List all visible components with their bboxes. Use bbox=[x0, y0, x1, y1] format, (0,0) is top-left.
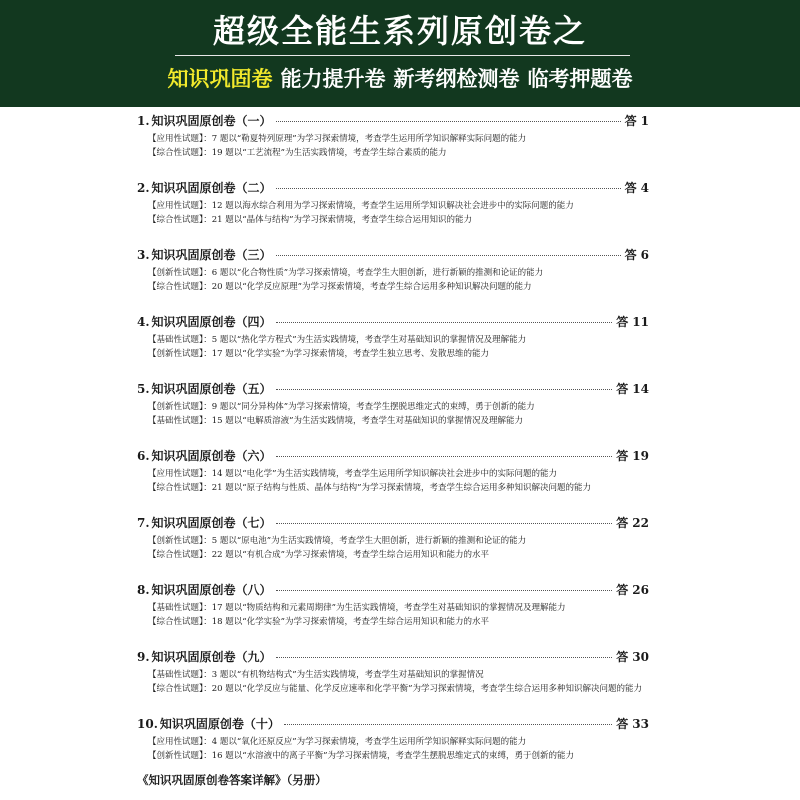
entry-title: 知识巩固原创卷（七） bbox=[151, 516, 272, 530]
toc-entry[interactable] bbox=[137, 447, 649, 495]
toc-entry-heading bbox=[137, 246, 649, 266]
entry-number: 10. bbox=[137, 717, 158, 731]
answer-booklet-note: 《知识巩固原创卷答案详解》（另册） bbox=[137, 773, 327, 787]
dot-leader bbox=[276, 522, 613, 524]
question-type-tag: 【创新性试题】： bbox=[148, 536, 212, 546]
question-note bbox=[148, 534, 649, 548]
page-number: 11 bbox=[632, 315, 649, 329]
question-description: 19 题以“工艺流程”为生活实践情境，考查学生综合素质的能力 bbox=[211, 148, 447, 158]
entry-title: 知识巩固原创卷（四） bbox=[151, 315, 272, 329]
toc-entry-heading bbox=[137, 380, 649, 400]
dot-leader bbox=[276, 656, 613, 658]
toc-entry-heading bbox=[137, 179, 649, 199]
question-description: 3 题以“有机物结构式”为生活实践情境，考查学生对基础知识的掌握情况 bbox=[211, 670, 484, 680]
toc-entry-heading bbox=[137, 715, 649, 735]
question-type-tag: 【基础性试题】： bbox=[148, 603, 212, 613]
entry-number: 5. bbox=[137, 382, 150, 396]
question-type-tag: 【创新性试题】： bbox=[148, 751, 212, 761]
question-description: 21 题以“晶体与结构”为学习探索情境，考查学生综合运用知识的能力 bbox=[211, 215, 472, 225]
question-description: 5 题以“原电池”为生活实践情境，考查学生大胆创新，进行新颖的推测和论证的能力 bbox=[211, 536, 527, 546]
toc-entry[interactable] bbox=[137, 112, 649, 160]
question-type-tag: 【创新性试题】： bbox=[148, 349, 212, 359]
entry-number: 3. bbox=[137, 248, 150, 262]
question-note bbox=[148, 467, 649, 481]
question-type-tag: 【综合性试题】： bbox=[148, 483, 212, 493]
answer-label: 答 bbox=[624, 181, 637, 195]
header-banner bbox=[0, 0, 800, 107]
volume-name: 新考纲检测卷 bbox=[393, 67, 520, 91]
dot-leader bbox=[276, 388, 613, 390]
toc-entry[interactable] bbox=[137, 514, 649, 562]
volume-name: 临考押题卷 bbox=[527, 67, 633, 91]
answer-label: 答 bbox=[616, 650, 629, 664]
entry-title: 知识巩固原创卷（六） bbox=[151, 449, 272, 463]
question-type-tag: 【应用性试题】： bbox=[148, 134, 212, 144]
answer-label: 答 bbox=[616, 583, 629, 597]
question-type-tag: 【基础性试题】： bbox=[148, 416, 212, 426]
question-description: 16 题以“水溶液中的离子平衡”为学习探索情境，考查学生摆脱思维定式的束缚，勇于创新的能力 bbox=[211, 751, 574, 761]
entry-number: 9. bbox=[137, 650, 150, 664]
toc-entry[interactable] bbox=[137, 648, 649, 696]
entry-title: 知识巩固原创卷（二） bbox=[151, 181, 272, 195]
question-description: 20 题以“化学反应原理”为学习探索情境，考查学生综合运用多种知识解决问题的能力 bbox=[211, 282, 532, 292]
page-number: 14 bbox=[632, 382, 649, 396]
toc-entry-heading bbox=[137, 313, 649, 333]
page-number: 22 bbox=[632, 516, 649, 530]
page-number: 33 bbox=[632, 717, 649, 731]
dot-leader bbox=[284, 723, 612, 725]
question-description: 20 题以“化学反应与能量、化学反应速率和化学平衡”为学习探索情境，考查学生综合运用多种知识解决问题的能力 bbox=[211, 684, 642, 694]
question-note bbox=[148, 682, 649, 696]
toc-entry[interactable] bbox=[137, 246, 649, 294]
question-description: 15 题以“电解质溶液”为生活实践情境，考查学生对基础知识的掌握情况及理解能力 bbox=[211, 416, 523, 426]
series-subtitle bbox=[0, 63, 800, 93]
question-note bbox=[148, 333, 649, 347]
answer-label: 答 bbox=[624, 248, 637, 262]
dot-leader bbox=[276, 120, 621, 122]
question-note bbox=[148, 132, 649, 146]
question-type-tag: 【应用性试题】： bbox=[148, 469, 212, 479]
question-note bbox=[148, 548, 649, 562]
toc-entry-heading bbox=[137, 514, 649, 534]
entry-title: 知识巩固原创卷（五） bbox=[151, 382, 272, 396]
question-description: 9 题以“同分异构体”为学习探索情境，考查学生摆脱思维定式的束缚，勇于创新的能力 bbox=[211, 402, 535, 412]
question-note bbox=[148, 400, 649, 414]
entry-title: 知识巩固原创卷（三） bbox=[151, 248, 272, 262]
toc-entry[interactable] bbox=[137, 581, 649, 629]
question-type-tag: 【基础性试题】： bbox=[148, 335, 212, 345]
question-type-tag: 【综合性试题】： bbox=[148, 148, 212, 158]
question-description: 21 题以“原子结构与性质、晶体与结构”为学习探索情境，考查学生综合运用多种知识解决问题的能力 bbox=[211, 483, 591, 493]
answer-label: 答 bbox=[616, 449, 629, 463]
question-type-tag: 【应用性试题】： bbox=[148, 737, 212, 747]
question-note bbox=[148, 735, 649, 749]
dot-leader bbox=[276, 187, 621, 189]
page-number: 4 bbox=[640, 181, 649, 195]
question-note bbox=[148, 213, 649, 227]
question-description: 12 题以海水综合利用为学习探索情境，考查学生运用所学知识解决社会进步中的实际问题的能力 bbox=[211, 201, 574, 211]
answer-label: 答 bbox=[616, 516, 629, 530]
entry-number: 2. bbox=[137, 181, 150, 195]
page-number: 1 bbox=[640, 114, 649, 128]
question-description: 7 题以“勒夏特列原理”为学习探索情境，考查学生运用所学知识解释实际问题的能力 bbox=[211, 134, 527, 144]
entry-title: 知识巩固原创卷（九） bbox=[151, 650, 272, 664]
question-description: 17 题以“化学实验”为学习探索情境，考查学生独立思考、发散思维的能力 bbox=[211, 349, 489, 359]
question-description: 17 题以“物质结构和元素周期律”为生活实践情境，考查学生对基础知识的掌握情况及理解能力 bbox=[211, 603, 566, 613]
question-note bbox=[148, 266, 649, 280]
dot-leader bbox=[276, 254, 621, 256]
question-type-tag: 【综合性试题】： bbox=[148, 215, 212, 225]
toc-entry-heading bbox=[137, 447, 649, 467]
answer-label: 答 bbox=[624, 114, 637, 128]
toc-entry-heading bbox=[137, 648, 649, 668]
question-description: 4 题以“氧化还原反应”为学习探索情境，考查学生运用所学知识解释实际问题的能力 bbox=[211, 737, 527, 747]
question-note bbox=[148, 199, 649, 213]
volume-name: 能力提升卷 bbox=[280, 67, 386, 91]
toc-entry[interactable] bbox=[137, 313, 649, 361]
question-type-tag: 【基础性试题】： bbox=[148, 670, 212, 680]
entry-title: 知识巩固原创卷（一） bbox=[151, 114, 272, 128]
entry-number: 4. bbox=[137, 315, 150, 329]
question-description: 14 题以“电化学”为生活实践情境，考查学生运用所学知识解决社会进步中的实际问题的能力 bbox=[211, 469, 557, 479]
entry-number: 1. bbox=[137, 114, 150, 128]
question-note bbox=[148, 615, 649, 629]
question-type-tag: 【综合性试题】： bbox=[148, 684, 212, 694]
answer-label: 答 bbox=[616, 315, 629, 329]
question-description: 6 题以“化合物性质”为学习探索情境，考查学生大胆创新，进行新颖的推测和论证的能力 bbox=[211, 268, 544, 278]
question-note bbox=[148, 414, 649, 428]
question-note bbox=[148, 749, 649, 763]
question-description: 18 题以“化学实验”为学习探索情境，考查学生综合运用知识和能力的水平 bbox=[211, 617, 489, 627]
toc-entry-heading bbox=[137, 112, 649, 132]
question-note bbox=[148, 146, 649, 160]
page-number: 19 bbox=[632, 449, 649, 463]
dot-leader bbox=[276, 321, 613, 323]
banner-divider bbox=[175, 55, 630, 56]
entry-number: 6. bbox=[137, 449, 150, 463]
toc-entry[interactable] bbox=[137, 179, 649, 227]
page-number: 30 bbox=[632, 650, 649, 664]
question-note bbox=[148, 601, 649, 615]
question-type-tag: 【创新性试题】： bbox=[148, 402, 212, 412]
answer-label: 答 bbox=[616, 382, 629, 396]
question-type-tag: 【创新性试题】： bbox=[148, 268, 212, 278]
page-number: 26 bbox=[632, 583, 649, 597]
question-type-tag: 【综合性试题】： bbox=[148, 282, 212, 292]
table-of-contents bbox=[137, 112, 649, 782]
question-type-tag: 【综合性试题】： bbox=[148, 617, 212, 627]
toc-entry[interactable] bbox=[137, 715, 649, 763]
question-description: 5 题以“热化学方程式”为生活实践情境，考查学生对基础知识的掌握情况及理解能力 bbox=[211, 335, 527, 345]
dot-leader bbox=[276, 455, 613, 457]
dot-leader bbox=[276, 589, 613, 591]
entry-number: 7. bbox=[137, 516, 150, 530]
entry-title: 知识巩固原创卷（八） bbox=[151, 583, 272, 597]
page-number: 6 bbox=[640, 248, 649, 262]
question-description: 22 题以“有机合成”为学习探索情境，考查学生综合运用知识和能力的水平 bbox=[211, 550, 489, 560]
question-note bbox=[148, 481, 649, 495]
question-type-tag: 【应用性试题】： bbox=[148, 201, 212, 211]
highlighted-volume: 知识巩固卷 bbox=[167, 67, 273, 91]
question-note bbox=[148, 668, 649, 682]
series-title: 超级全能生系列原创卷之 bbox=[212, 12, 587, 50]
question-note bbox=[148, 280, 649, 294]
toc-entry-heading bbox=[137, 581, 649, 601]
entry-number: 8. bbox=[137, 583, 150, 597]
answer-label: 答 bbox=[616, 717, 629, 731]
question-note bbox=[148, 347, 649, 361]
question-type-tag: 【综合性试题】： bbox=[148, 550, 212, 560]
entry-title: 知识巩固原创卷（十） bbox=[159, 717, 280, 731]
toc-entry[interactable] bbox=[137, 380, 649, 428]
